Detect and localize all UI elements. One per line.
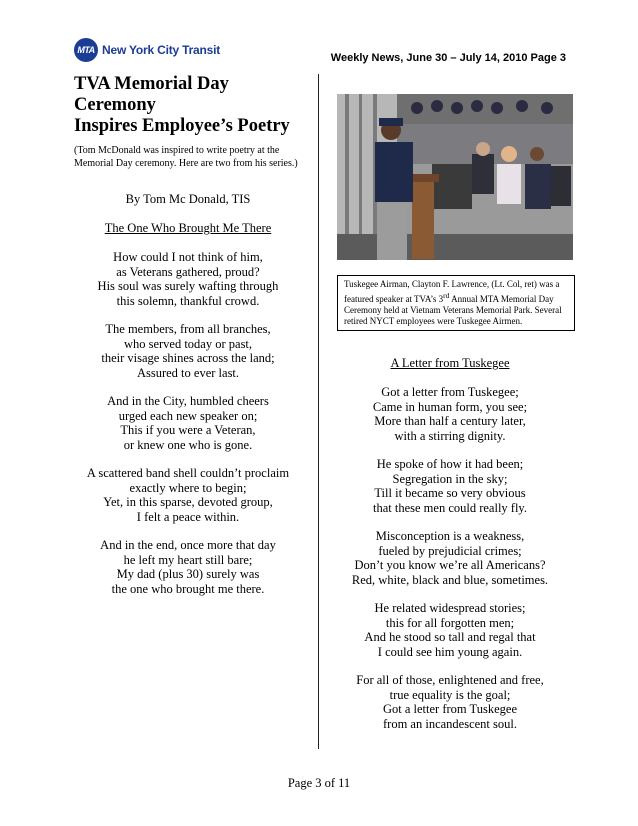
poem-line: Assured to ever last. xyxy=(136,365,240,380)
poem-line: Till it became so very obvious xyxy=(374,486,526,500)
poem-stanza xyxy=(337,385,563,443)
ceremony-photo xyxy=(337,94,573,260)
mta-logo-icon: MTA xyxy=(74,38,98,62)
ceremony-photo-illustration xyxy=(337,94,573,260)
poem-line: Misconception is a weakness, xyxy=(375,529,525,543)
poem-line: this solemn, thankful crowd. xyxy=(116,293,260,308)
logo-text: New York City Transit xyxy=(102,43,221,57)
poem-stanza xyxy=(74,466,302,524)
poem-line: My dad (plus 30) surely was xyxy=(116,567,260,581)
poem-line: this for all forgotten men; xyxy=(385,615,515,630)
byline: By Tom Mc Donald, TIS xyxy=(125,192,251,206)
poem-line: Yet, in this sparse, devoted group, xyxy=(103,495,273,509)
poem-line: How could I not think of him, xyxy=(113,250,263,264)
poem-line: as Veterans gathered, proud? xyxy=(116,264,260,279)
poem-stanza xyxy=(337,457,563,515)
poem-line: that these men could really fly. xyxy=(373,500,527,515)
poem-stanza xyxy=(337,601,563,659)
poem-line: Red, white, black and blue, sometimes. xyxy=(351,572,549,587)
poem-stanza xyxy=(74,538,302,596)
poem-line: I felt a peace within. xyxy=(136,509,240,524)
poem-line: And in the end, once more that day xyxy=(100,538,276,552)
poem-line: urged each new speaker on; xyxy=(118,408,258,423)
poem-line: And he stood so tall and regal that xyxy=(364,630,536,644)
title-line-1: TVA Memorial Day Ceremony xyxy=(74,74,229,115)
poem-line: The members, from all branches, xyxy=(105,322,271,336)
poem-line: the one who brought me there. xyxy=(111,581,265,596)
poem-line: fueled by prejudicial crimes; xyxy=(378,543,522,558)
page-footer: Page 3 of 11 xyxy=(287,776,351,790)
poem-line: their visage shines across the land; xyxy=(101,351,275,365)
poem-line: or knew one who is gone. xyxy=(123,437,253,452)
poem-line: And in the City, humbled cheers xyxy=(107,394,269,408)
column-divider xyxy=(318,74,319,749)
poem1-title: The One Who Brought Me There xyxy=(104,221,272,235)
poem-line: Got a letter from Tuskegee; xyxy=(381,385,519,399)
poem-line: More than half a century later, xyxy=(374,414,526,428)
poem-line: He spoke of how it had been; xyxy=(376,457,524,471)
poem-line: Came in human form, you see; xyxy=(372,399,528,414)
poem-line: from an incandescent soul. xyxy=(383,716,517,731)
poem-line: A scattered band shell couldn’t proclaim xyxy=(86,466,290,480)
poem-stanza xyxy=(74,250,302,308)
poem-line: with a stirring dignity. xyxy=(394,428,506,443)
poem-line: who served today or past, xyxy=(123,336,253,351)
poem-line: exactly where to begin; xyxy=(129,480,247,495)
caption-text: Tuskegee Airman, Clayton F. Lawrence, (Lt. Col, ret) was a featured speaker at TVA’s 3 xyxy=(344,279,560,304)
poem-line: he left my heart still bare; xyxy=(123,552,253,567)
poem-line: I could see him young again. xyxy=(377,644,523,659)
poem-line: true equality is the goal; xyxy=(389,687,511,702)
poem2-body xyxy=(337,385,563,731)
right-column xyxy=(337,356,563,745)
poem-line: He related widespread stories; xyxy=(374,601,526,615)
poem-stanza xyxy=(337,529,563,587)
poem2-title: A Letter from Tuskegee xyxy=(390,356,510,370)
article-title xyxy=(74,74,302,137)
poem-stanza xyxy=(74,394,302,452)
caption-superscript: rd xyxy=(443,291,450,300)
poem-line: This if you were a Veteran, xyxy=(120,423,256,437)
poem-line: Segregation in the sky; xyxy=(392,471,508,486)
poem1-body xyxy=(74,250,302,596)
poem-stanza xyxy=(337,673,563,731)
left-column xyxy=(74,74,302,610)
article-intro: (Tom McDonald was inspired to write poetry at the Memorial Day ceremony. Here are two from his series.) xyxy=(74,145,298,169)
photo-caption xyxy=(337,275,575,331)
poem-line: Don’t you know we’re all Americans? xyxy=(354,558,546,572)
poem-stanza xyxy=(74,322,302,380)
nyct-logo xyxy=(74,38,220,62)
issue-header: Weekly News, June 30 – July 14, 2010 Page 3 xyxy=(330,52,566,64)
caption-text-continued: Annual MTA Memorial Day Ceremony held at Vietnam Veterans Memorial Park. Several retired NYCT employees were Tuskegee Airmen. xyxy=(344,294,562,326)
poem-line: Got a letter from Tuskegee xyxy=(382,702,517,716)
poem-line: His soul was surely wafting through xyxy=(97,279,279,293)
title-line-2: Inspires Employee’s Poetry xyxy=(74,116,290,136)
poem-line: For all of those, enlightened and free, xyxy=(356,673,544,687)
